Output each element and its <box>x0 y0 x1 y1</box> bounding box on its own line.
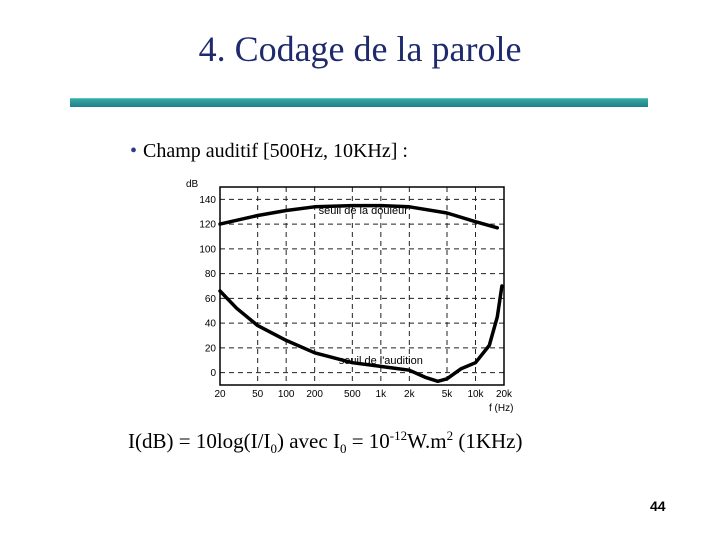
intensity-formula <box>128 428 523 457</box>
y-tick-label: 120 <box>199 219 216 231</box>
formula-suffix: (1KHz) <box>453 429 523 453</box>
formula-sub-2: 0 <box>339 441 347 457</box>
slide-title: 4. Codage de la parole <box>198 29 522 69</box>
x-tick-label: 20k <box>495 389 513 400</box>
formula-prefix: I(dB) = 10log(I/I <box>128 429 271 453</box>
x-tick-label: 1k <box>375 389 387 400</box>
formula-sup-2: 2 <box>446 428 454 443</box>
x-tick-labels <box>214 389 513 400</box>
auditory-field-chart <box>180 175 525 420</box>
formula-mid-1: ) avec I <box>276 429 340 453</box>
bullet-text: Champ auditif [500Hz, 10KHz] : <box>143 140 408 162</box>
x-tick-label: 200 <box>306 389 324 400</box>
y-tick-label: 80 <box>204 269 216 281</box>
x-tick-label: 100 <box>277 389 295 400</box>
y-tick-label: 100 <box>199 244 216 256</box>
y-tick-label: 20 <box>204 343 216 355</box>
threshold-curve <box>220 286 502 381</box>
y-axis-label: dB <box>186 179 199 190</box>
x-tick-label: 500 <box>343 389 361 400</box>
formula-mid-2: = 10 <box>346 429 390 453</box>
bullet-dot-icon: • <box>130 140 138 162</box>
y-tick-label: 40 <box>204 318 216 330</box>
x-tick-label: 50 <box>252 389 264 400</box>
formula-sub-1: 0 <box>270 441 277 457</box>
y-tick-labels <box>199 195 216 379</box>
bullet-item <box>130 140 408 163</box>
page-number: 44 <box>650 498 666 514</box>
y-tick-label: 60 <box>204 293 216 305</box>
x-tick-label: 20 <box>214 389 226 400</box>
curve-label: seuil de l'audition <box>338 354 423 367</box>
y-tick-label: 0 <box>210 368 216 380</box>
curve-labels <box>319 205 423 367</box>
curve-label: seuil de la douleur <box>318 205 408 218</box>
y-tick-label: 140 <box>199 194 216 206</box>
x-tick-label: 2k <box>404 389 415 400</box>
formula-mid-3: W.m <box>407 429 447 453</box>
x-tick-label: 10k <box>467 389 484 400</box>
title-divider <box>70 98 648 107</box>
x-tick-label: 5k <box>441 389 453 400</box>
x-axis-label: f (Hz) <box>489 403 514 414</box>
formula-sup-1: -12 <box>389 428 408 443</box>
